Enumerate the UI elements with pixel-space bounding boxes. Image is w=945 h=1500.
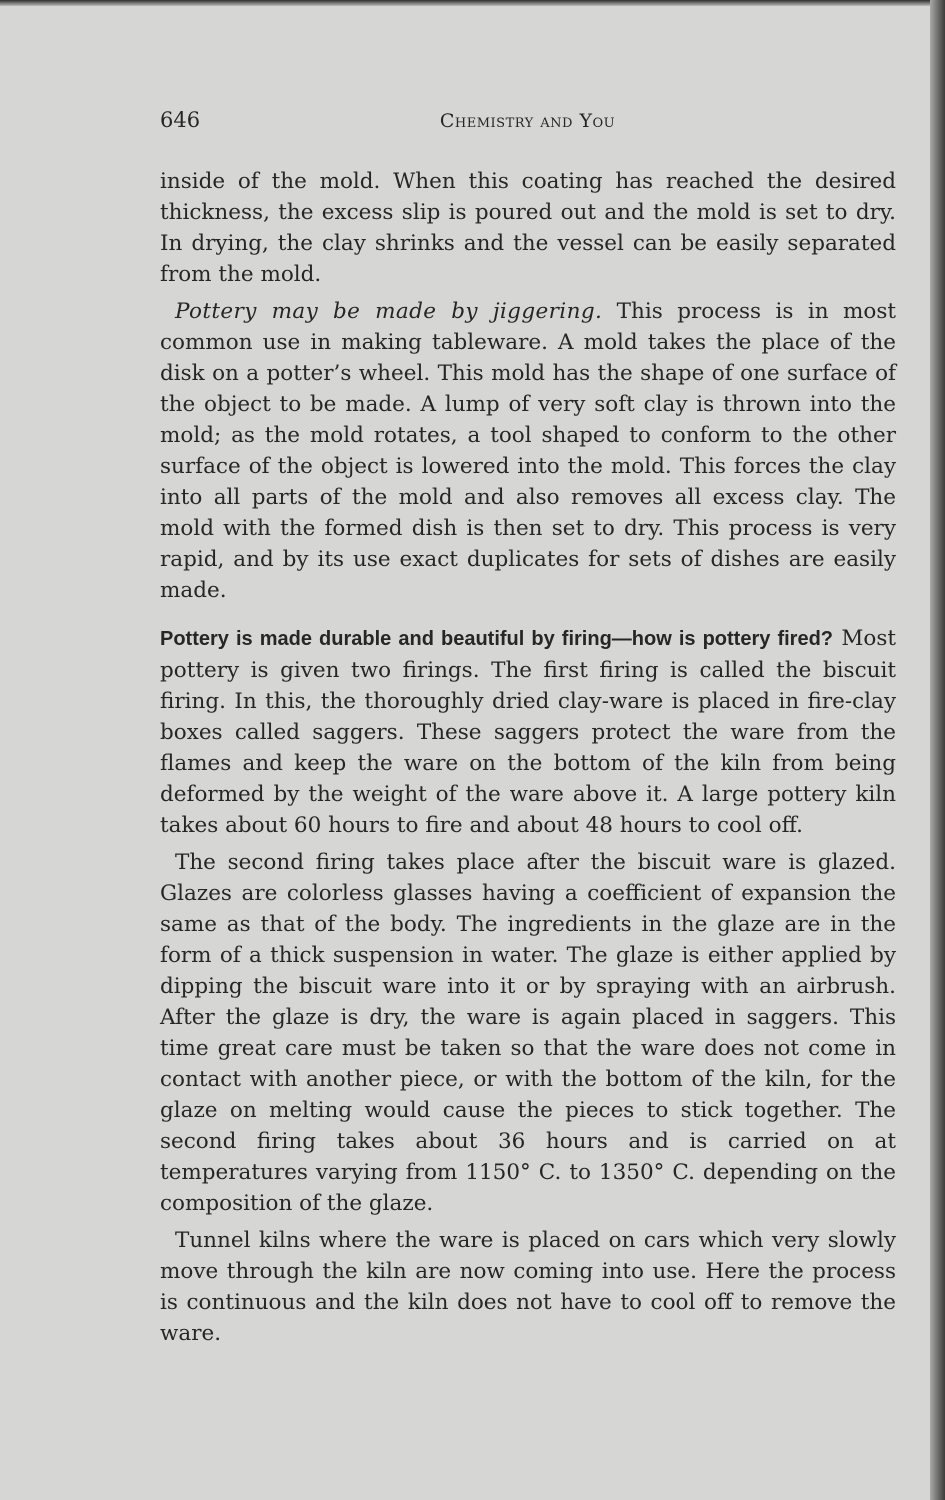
paragraph-second-firing — [160, 847, 896, 1219]
paragraph-body: inside of the mold. When this coating has reached the desired thickness, the excess slip is poured out and the mold is set to dry. In drying, the clay shrinks and the vessel can be easily separated from the mold. — [160, 169, 896, 287]
running-title: Chemistry and You — [439, 110, 616, 132]
paragraph-tunnel-kilns — [160, 1225, 896, 1349]
section-heading-jiggering: Pottery may be made by jiggering. — [175, 299, 603, 324]
page-number: 646 — [160, 108, 201, 132]
page-header — [160, 108, 895, 140]
paragraph-body: Most pottery is given two firings. The first firing is called the biscuit firing. In this, the thoroughly dried clay-ware is placed in fire-clay boxes called saggers. These saggers protect the ware from the flames and keep the ware on the bottom of the kiln from being deformed by the weight of the ware above it. A large pottery kiln takes about 60 hours to fire and about 48 hours to cool off. — [160, 626, 896, 838]
page-top-shadow — [0, 0, 945, 6]
body-text — [160, 166, 896, 1349]
paragraph-jiggering — [160, 296, 896, 606]
paragraph-body: The second firing takes place after the biscuit ware is glazed. Glazes are colorless glasses having a coefficient of expansion the same as that of the body. The ingredients in the glaze are in the form of a thick suspension in water. The glaze is either applied by dipping the biscuit ware into it or by spraying with an airbrush. After the glaze is dry, the ware is again placed in saggers. This time great care must be taken so that the ware does not come in contact with another piece, or with the bottom of the kiln, for the glaze on melting would cause the pieces to stick together. The second firing takes about 36 hours and is carried on at temperatures varying from 1150° C. to 1350° C. depending on the composition of the glaze. — [160, 850, 896, 1216]
paragraph-firing — [160, 623, 896, 841]
paragraph-body: Tunnel kilns where the ware is placed on cars which very slowly move through the kiln are now coming into use. Here the process is continuous and the kiln does not have to cool off to remove the ware. — [160, 1228, 896, 1346]
section-heading-firing: Pottery is made durable and beautiful by firing—how is pottery fired? — [160, 628, 834, 650]
paragraph-body: This process is in most common use in making tableware. A mold takes the place of the disk on a potter’s wheel. This mold has the shape of one surface of the object to be made. A lump of very soft clay is thrown into the mold; as the mold rotates, a tool shaped to conform to the other surface of the object is lowered into the mold. This forces the clay into all parts of the mold and also removes all excess clay. The mold with the formed dish is then set to dry. This process is very rapid, and by its use exact duplicates for sets of dishes are easily made. — [160, 299, 896, 603]
paragraph-mold-drying — [160, 166, 896, 290]
page-binding-shadow — [930, 0, 945, 1500]
